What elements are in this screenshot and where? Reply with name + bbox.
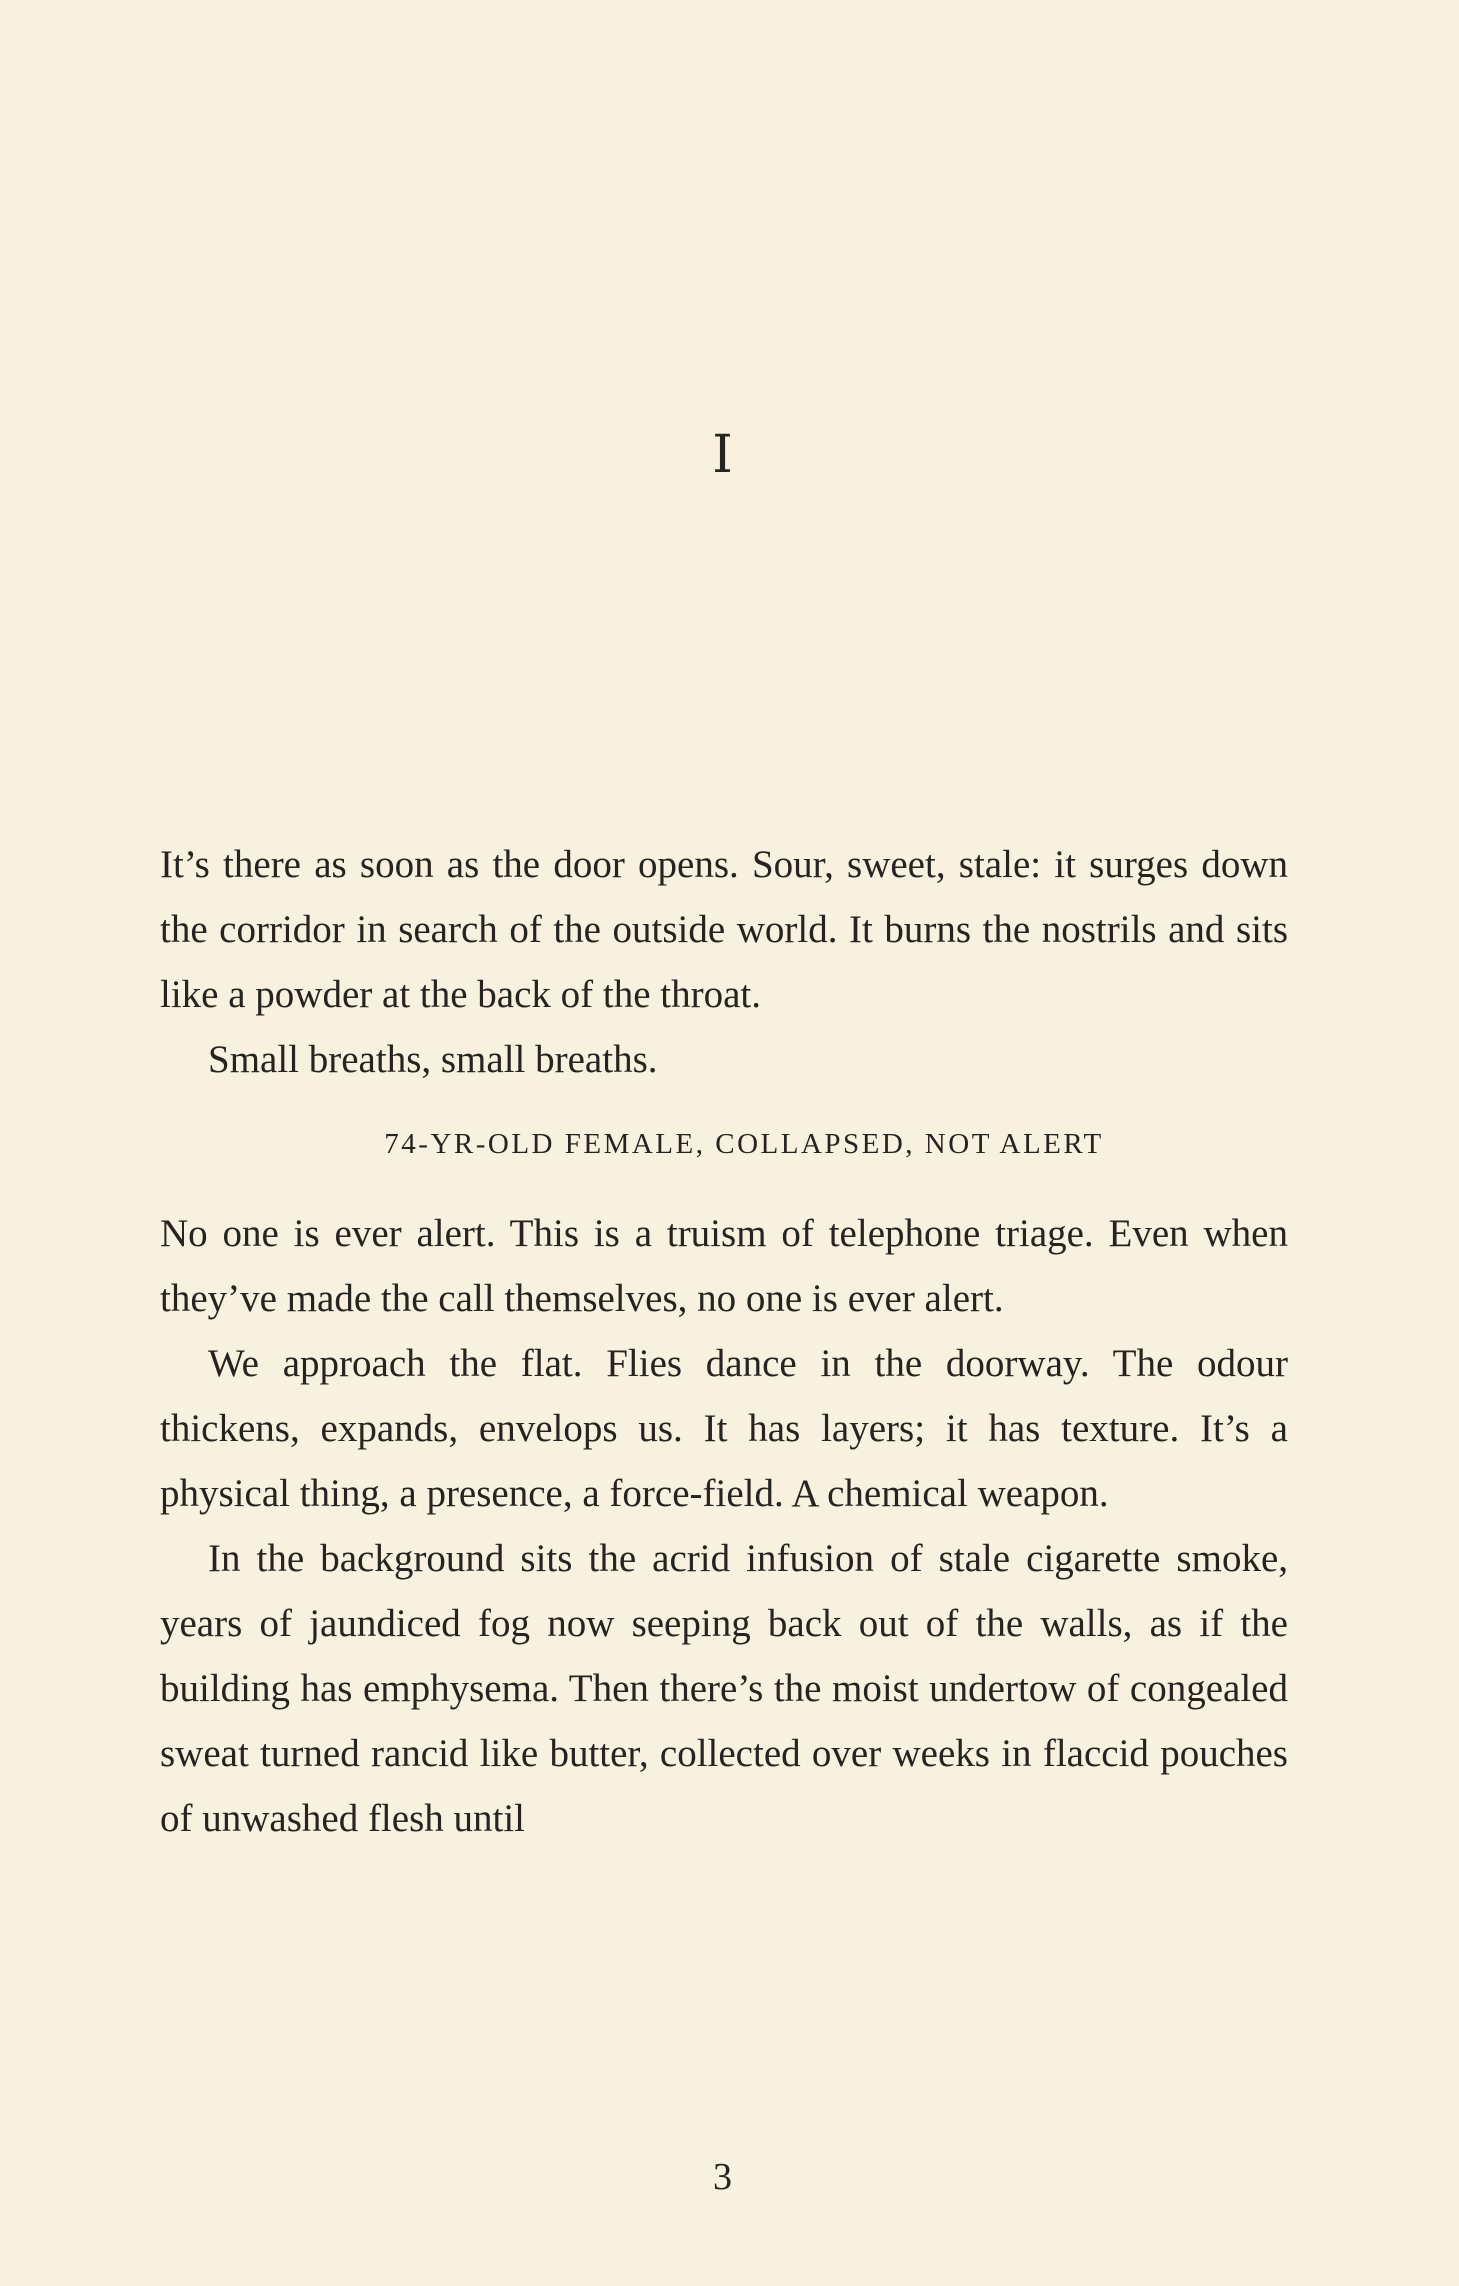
paragraph-background-smoke: In the background sits the acrid infusion of stale cigarette smoke, years of jaundiced fog now seeping back out of the walls, as if the building has emphysema. Then there’s the moist undertow of congealed sweat turned rancid like butter, collected over weeks in flaccid pouches of unwashed flesh until [160,1537,1288,1840]
chapter-number: I [712,425,733,485]
page-number: 3 [713,2156,732,2198]
dispatch-call-heading: 74-YR-OLD FEMALE, COLLAPSED, NOT ALERT [384,1128,1104,1160]
paragraph-opening: It’s there as soon as the door opens. Sour, sweet, stale: it surges down the corridor in search of the outside world. It burns the nostrils and sits like a powder at the back of the throat. [160,843,1288,1016]
paragraph-approach-flat: We approach the flat. Flies dance in the doorway. The odour thickens, expands, envelops us. It has layers; it has texture. It’s a physical thing, a presence, a force-field. A chemical weapon. [160,1342,1288,1515]
paragraph-no-one-alert: No one is ever alert. This is a truism of telephone triage. Even when they’ve made the call themselves, no one is ever alert. [160,1212,1288,1320]
chapter-body [160,832,1288,1851]
paragraph-small-breaths: Small breaths, small breaths. [208,1038,658,1081]
